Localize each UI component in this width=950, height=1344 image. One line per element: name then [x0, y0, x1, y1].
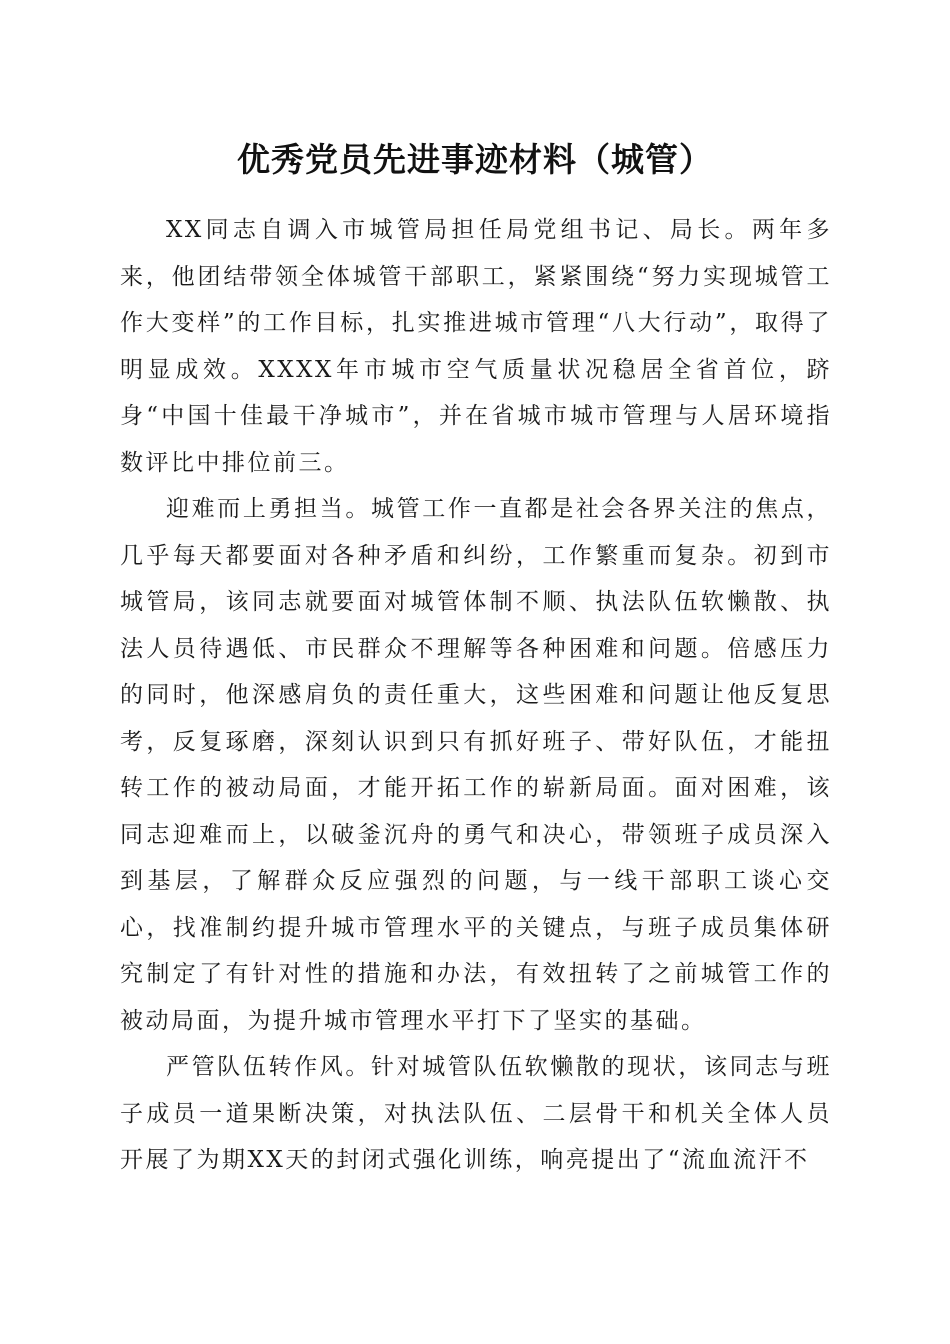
paragraph-intro: XX同志自调入市城管局担任局党组书记、局长。两年多来，他团结带领全体城管干部职工，紧紧围绕“努力实现城管工作大变样”的工作目标，扎实推进城市管理“八大行动”，取得了明显成效。XXXX年市城市空气质量状况稳居全省首位，跻身“中国十佳最干净城市”，并在省城市城市管理与人居环境指数评比中排位前三。: [120, 217, 832, 476]
document-title: 优秀党员先进事迹材料（城管）: [237, 140, 713, 179]
paragraph-team-discipline: 严管队伍转作风。针对城管队伍软懒散的现状，该同志与班子成员一道果断决策，对执法队伍、二层骨干和机关全体人员开展了为期XX天的封闭式强化训练，响亮提出了“流血流汗不: [120, 1054, 832, 1173]
paragraph-responsibility: 迎难而上勇担当。城管工作一直都是社会各界关注的焦点，几乎每天都要面对各种矛盾和纠纷，工作繁重而复杂。初到市城管局，该同志就要面对城管体制不顺、执法队伍软懒散、执法人员待遇低、市民群众不理解等各种困难和问题。倍感压力的同时，他深感肩负的责任重大，这些困难和问题让他反复思考，反复琢磨，深刻认识到只有抓好班子、带好队伍，才能扭转工作的被动局面，才能开拓工作的崭新局面。面对困难，该同志迎难而上，以破釜沉舟的勇气和决心，带领班子成员深入到基层，了解群众反应强烈的问题，与一线干部职工谈心交心，找准制约提升城市管理水平的关键点，与班子成员集体研究制定了有针对性的措施和办法，有效扭转了之前城管工作的被动局面，为提升城市管理水平打下了坚实的基础。: [120, 496, 832, 1034]
document-body: [120, 207, 832, 1184]
